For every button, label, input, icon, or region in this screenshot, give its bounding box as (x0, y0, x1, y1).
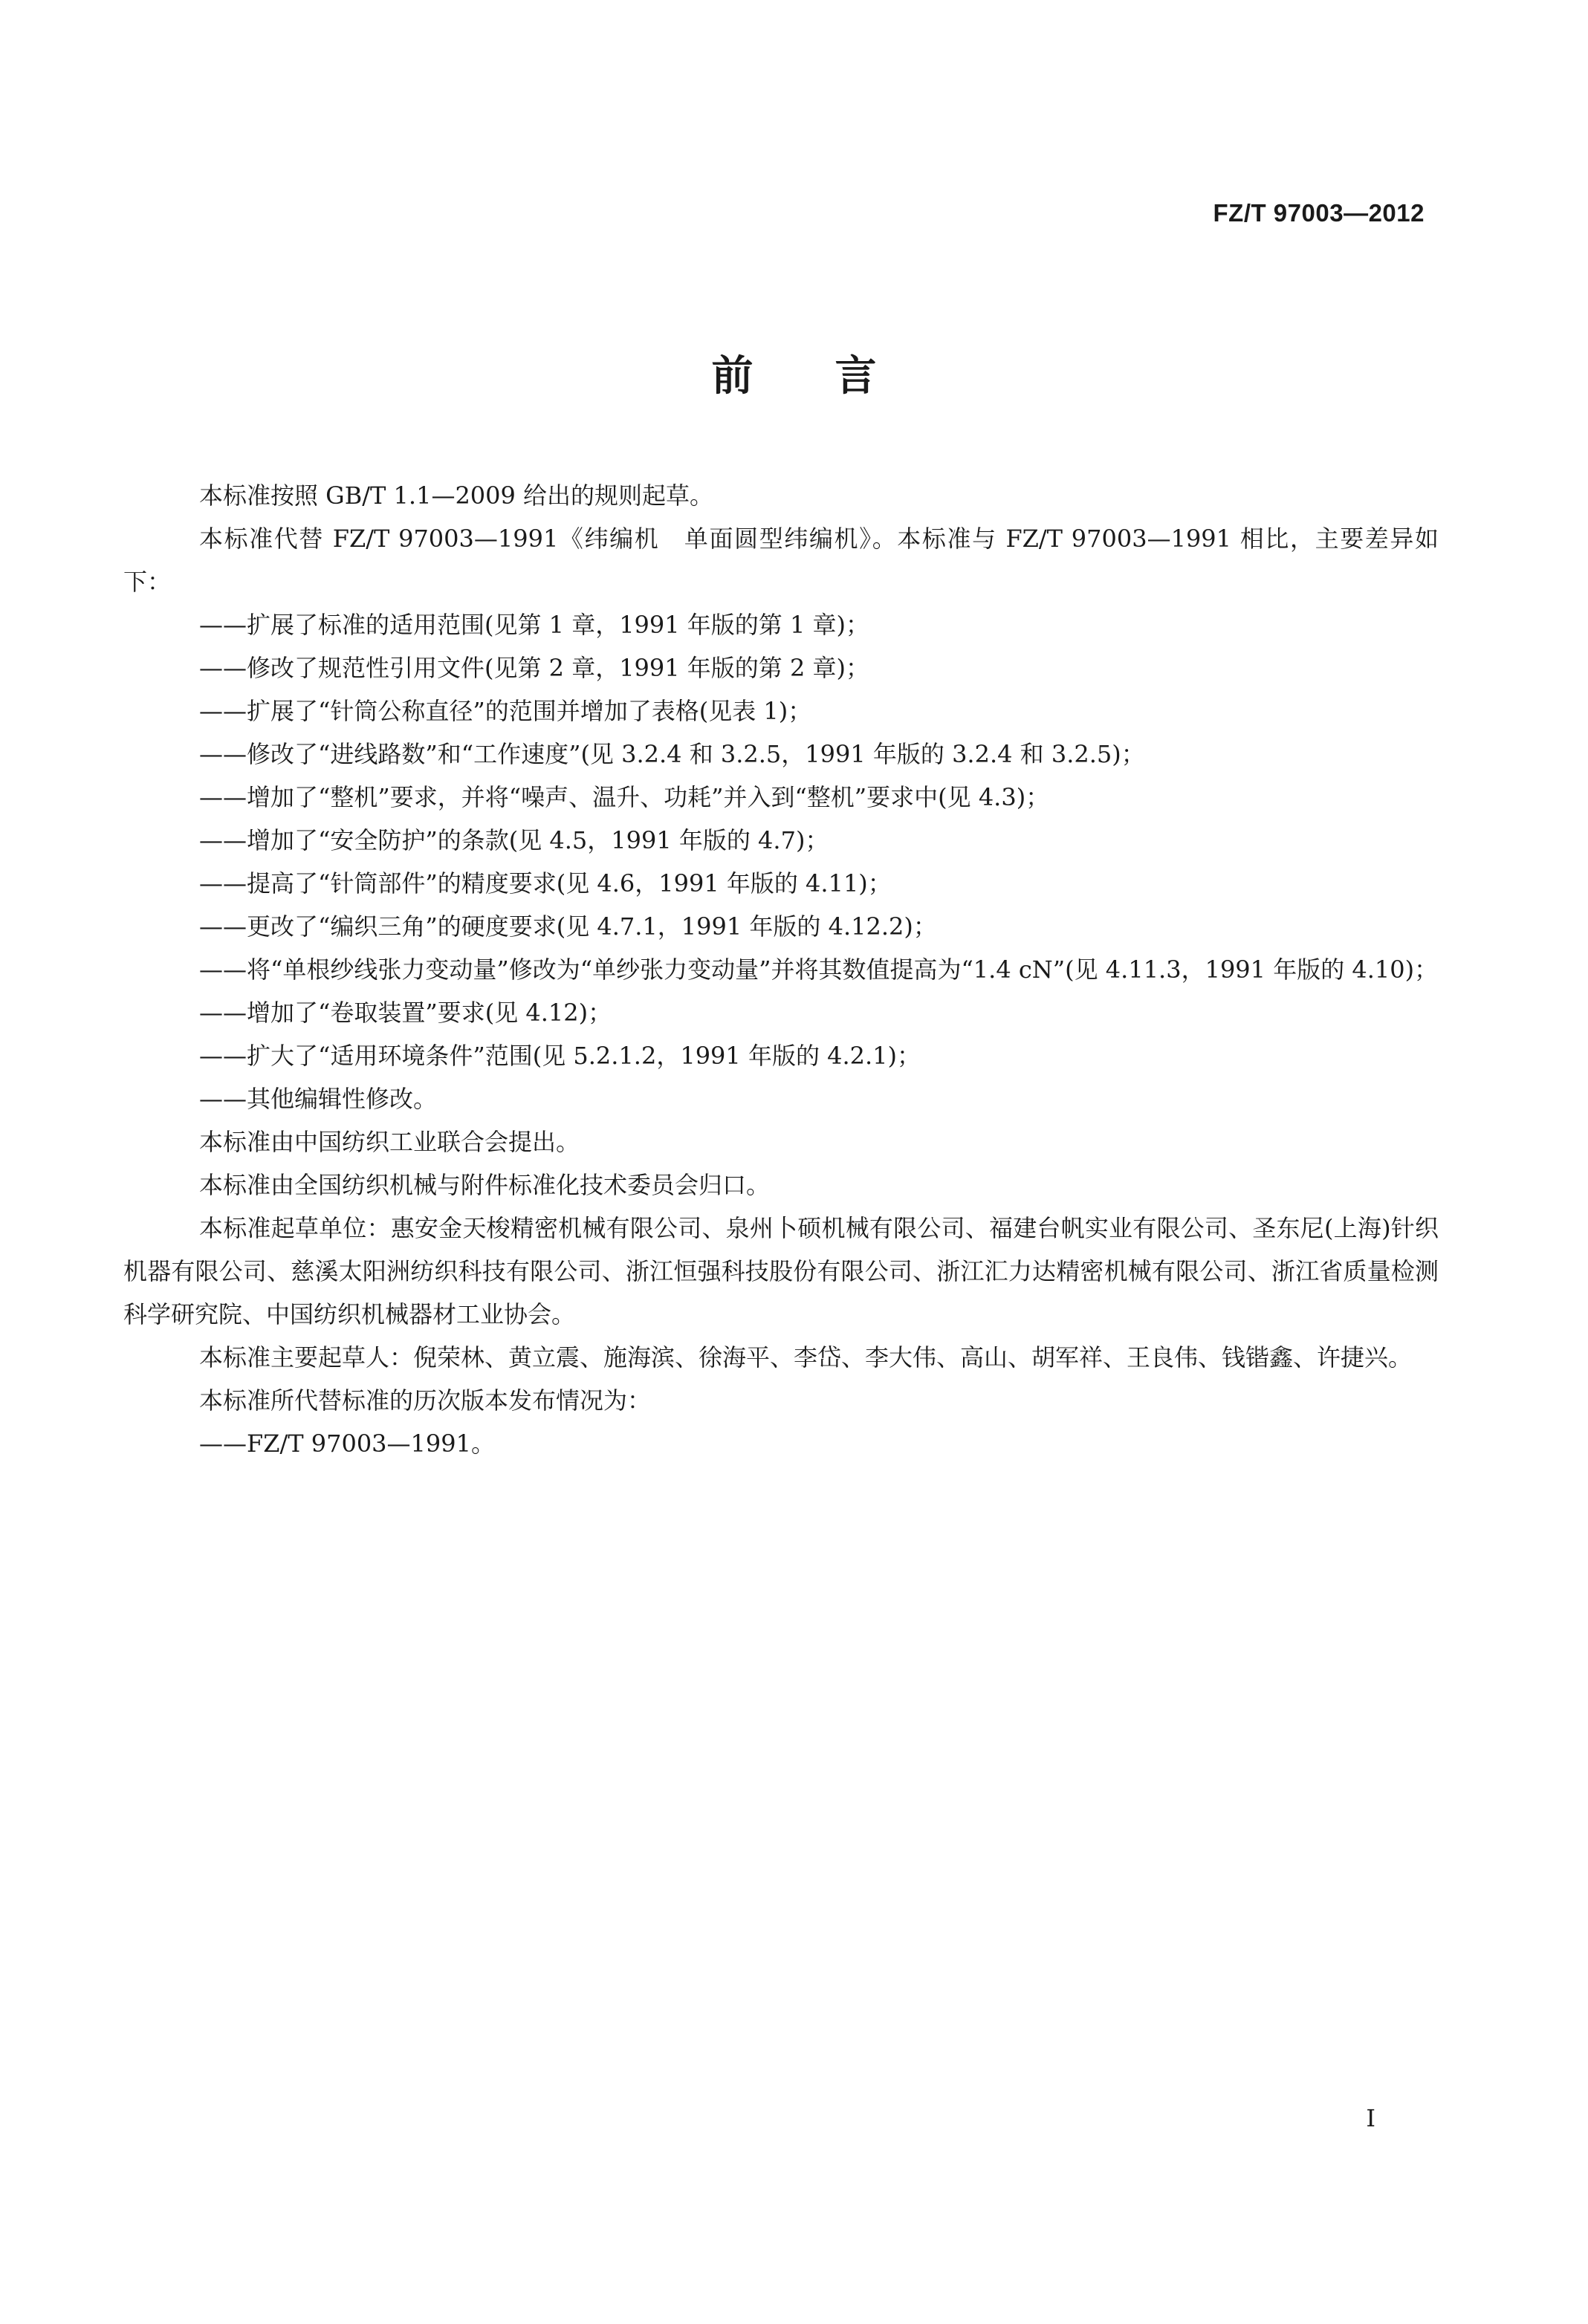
dash-marker: —— (199, 1429, 247, 1458)
list-item-text: 修改了规范性引用文件(见第 2 章，1991 年版的第 2 章)； (247, 654, 869, 682)
changes-list (123, 603, 1439, 1120)
dash-marker: —— (199, 826, 247, 854)
dash-marker: —— (199, 783, 247, 811)
list-item (123, 948, 1439, 991)
list-item-text: 更改了“编织三角”的硬度要求(见 4.7.1，1991 年版的 4.12.2)； (247, 912, 937, 941)
committee-paragraph: 本标准由全国纺织机械与附件标准化技术委员会归口。 (199, 1171, 771, 1199)
document-number: FZ/T 97003—2012 (1213, 199, 1425, 227)
list-item-text: 增加了“卷取装置”要求(见 4.12)； (247, 999, 612, 1027)
list-item-text: 扩大了“适用环境条件”范围(见 5.2.1.2，1991 年版的 4.2.1)； (247, 1042, 921, 1070)
dash-marker: —— (199, 740, 247, 768)
dash-marker: —— (199, 912, 247, 941)
page-number: I (1366, 2104, 1375, 2132)
dash-marker: —— (199, 869, 247, 898)
drafting-rule-paragraph: 本标准按照 GB/T 1.1—2009 给出的规则起草。 (199, 481, 714, 510)
dash-marker: —— (199, 1085, 247, 1113)
list-item (123, 1422, 1439, 1465)
list-item (123, 819, 1439, 862)
list-item-text: 增加了“安全防护”的条款(见 4.5，1991 年版的 4.7)； (247, 826, 829, 854)
list-item (123, 862, 1439, 905)
list-item (123, 905, 1439, 948)
page-title: 前言 (711, 352, 959, 400)
list-item-text: 修改了“进线路数”和“工作速度”(见 3.2.4 和 3.2.5，1991 年版的 3.2.4 和 3.2.5)； (247, 740, 1145, 768)
list-item (123, 689, 1439, 733)
list-item (123, 776, 1439, 819)
dash-marker: —— (199, 654, 247, 682)
dash-marker: —— (199, 999, 247, 1027)
foreword-body (123, 474, 1439, 1465)
list-item-text: 提高了“针筒部件”的精度要求(见 4.6，1991 年版的 4.11)； (247, 869, 892, 898)
list-item-text: 将“单根纱线张力变动量”修改为“单纱张力变动量”并将其数值提高为“1.4 cN”(见 4.11.3，1991 年版的 4.10)； (247, 955, 1439, 984)
history-list (123, 1422, 1439, 1465)
list-item-text: FZ/T 97003—1991。 (247, 1429, 495, 1458)
drafters-paragraph: 本标准主要起草人：倪荣林、黄立震、施海滨、徐海平、李岱、李大伟、高山、胡军祥、王良伟、钱锴鑫、许捷兴。 (199, 1343, 1413, 1372)
list-item-text: 扩展了“针筒公称直径”的范围并增加了表格(见表 1)； (247, 697, 812, 725)
dash-marker: —— (199, 1042, 247, 1070)
list-item (123, 733, 1439, 776)
replacement-paragraph: 本标准代替 FZ/T 97003—1991《纬编机 单面圆型纬编机》。本标准与 FZ/T 97003—1991 相比，主要差异如下： (123, 525, 1439, 596)
history-heading-paragraph: 本标准所代替标准的历次版本发布情况为： (199, 1386, 652, 1415)
drafting-units-paragraph: 本标准起草单位：惠安金天梭精密机械有限公司、泉州卜硕机械有限公司、福建台帆实业有限公司、圣东尼(上海)针织机器有限公司、慈溪太阳洲纺织科技有限公司、浙江恒强科技股份有限公司、浙江汇力达精密机械有限公司、浙江省质量检测科学研究院、中国纺织机械器材工业协会。 (123, 1214, 1439, 1328)
list-item-text: 增加了“整机”要求，并将“噪声、温升、功耗”并入到“整机”要求中(见 4.3)； (247, 783, 1050, 811)
list-item (123, 603, 1439, 646)
list-item (123, 991, 1439, 1034)
dash-marker: —— (199, 611, 247, 639)
list-item (123, 1034, 1439, 1077)
proposer-paragraph: 本标准由中国纺织工业联合会提出。 (199, 1128, 580, 1156)
dash-marker: —— (199, 697, 247, 725)
list-item-text: 扩展了标准的适用范围(见第 1 章，1991 年版的第 1 章)； (247, 611, 869, 639)
dash-marker: —— (199, 955, 247, 984)
list-item-text: 其他编辑性修改。 (247, 1085, 438, 1113)
list-item (123, 646, 1439, 689)
list-item (123, 1077, 1439, 1120)
